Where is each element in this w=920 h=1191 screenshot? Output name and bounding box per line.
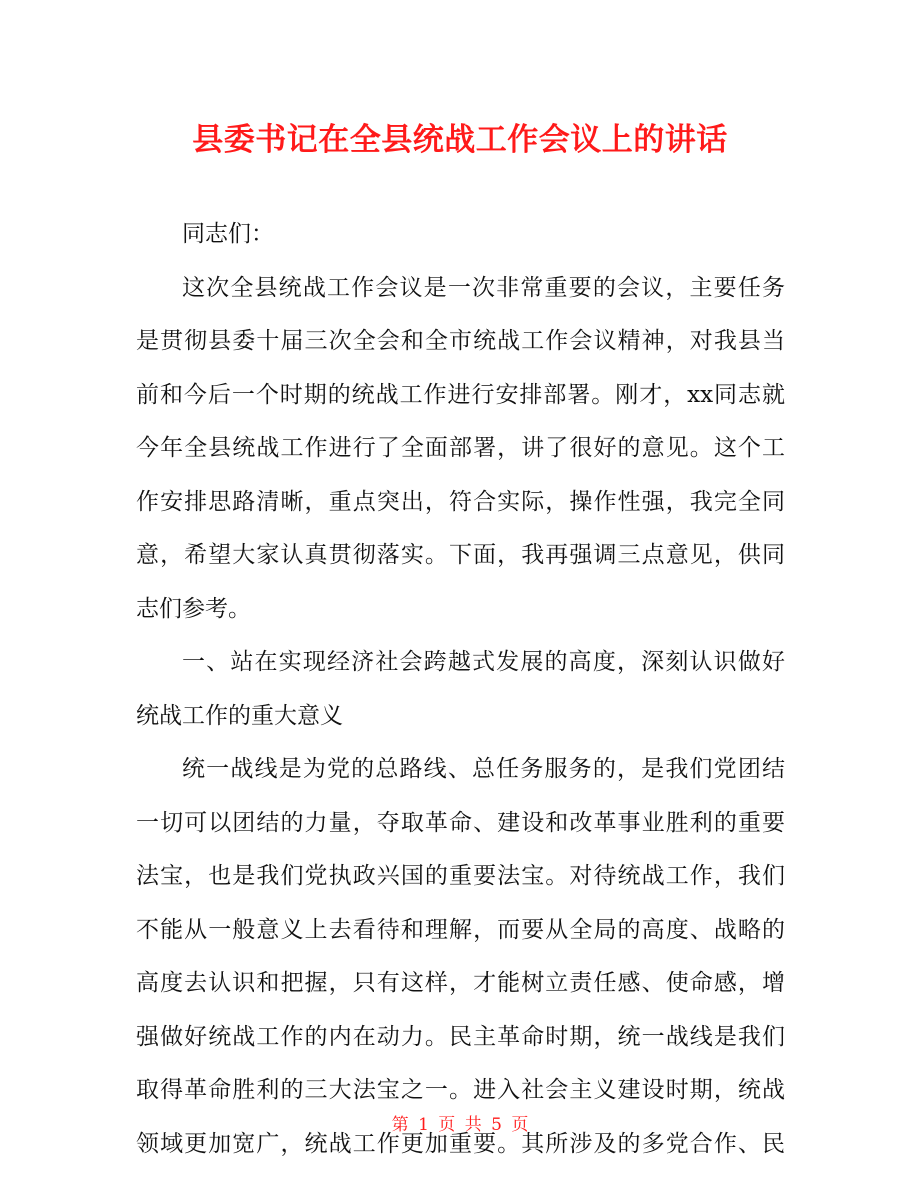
paragraph-line: 志们参考。 xyxy=(136,595,251,622)
section-heading-line: 一、站在实现经济社会跨越式发展的高度，深刻认识做好 xyxy=(182,649,785,675)
paragraph-line: 这次全县统战工作会议是一次非常重要的会议，主要任务 xyxy=(182,274,785,301)
page-number-footer: 第 1 页 共 5 页 xyxy=(391,1115,529,1135)
section-heading-line: 统战工作的重大意义 xyxy=(136,702,343,729)
salutation-line: 同志们： xyxy=(182,221,274,247)
paragraph-line: 统一战线是为党的总路线、总任务服务的，是我们党团结 xyxy=(182,756,785,782)
paragraph-line: 取得革命胜利的三大法宝之一。进入社会主义建设时期，统战 xyxy=(136,1077,785,1103)
document-title: 县委书记在全县统战工作会议上的讲话 xyxy=(192,122,728,158)
paragraph-line: 一切可以团结的力量，夺取革命、建设和改革事业胜利的重要 xyxy=(136,809,785,836)
paragraph-line: 高度去认识和把握，只有这样，才能树立责任感、使命感，增 xyxy=(136,970,785,996)
paragraph-line: 作安排思路清晰，重点突出，符合实际，操作性强，我完全同 xyxy=(136,488,785,515)
paragraph-line: 意，希望大家认真贯彻落实。下面，我再强调三点意见，供同 xyxy=(136,542,785,568)
paragraph-line: 今年全县统战工作进行了全面部署，讲了很好的意见。这个工 xyxy=(136,435,785,461)
paragraph-line: 前和今后一个时期的统战工作进行安排部署。刚才，xx同志就 xyxy=(136,381,785,408)
paragraph-line: 领域更加宽广，统战工作更加重要。其所涉及的多党合作、民 xyxy=(136,1130,785,1157)
document-body xyxy=(136,208,785,1171)
paragraph-line: 是贯彻县委十届三次全会和全市统战工作会议精神，对我县当 xyxy=(136,328,785,354)
paragraph-line: 法宝，也是我们党执政兴国的重要法宝。对待统战工作，我们 xyxy=(136,863,785,889)
paragraph-line: 强做好统战工作的内在动力。民主革命时期，统一战线是我们 xyxy=(136,1023,785,1050)
paragraph-line: 不能从一般意义上去看待和理解，而要从全局的高度、战略的 xyxy=(136,916,785,943)
